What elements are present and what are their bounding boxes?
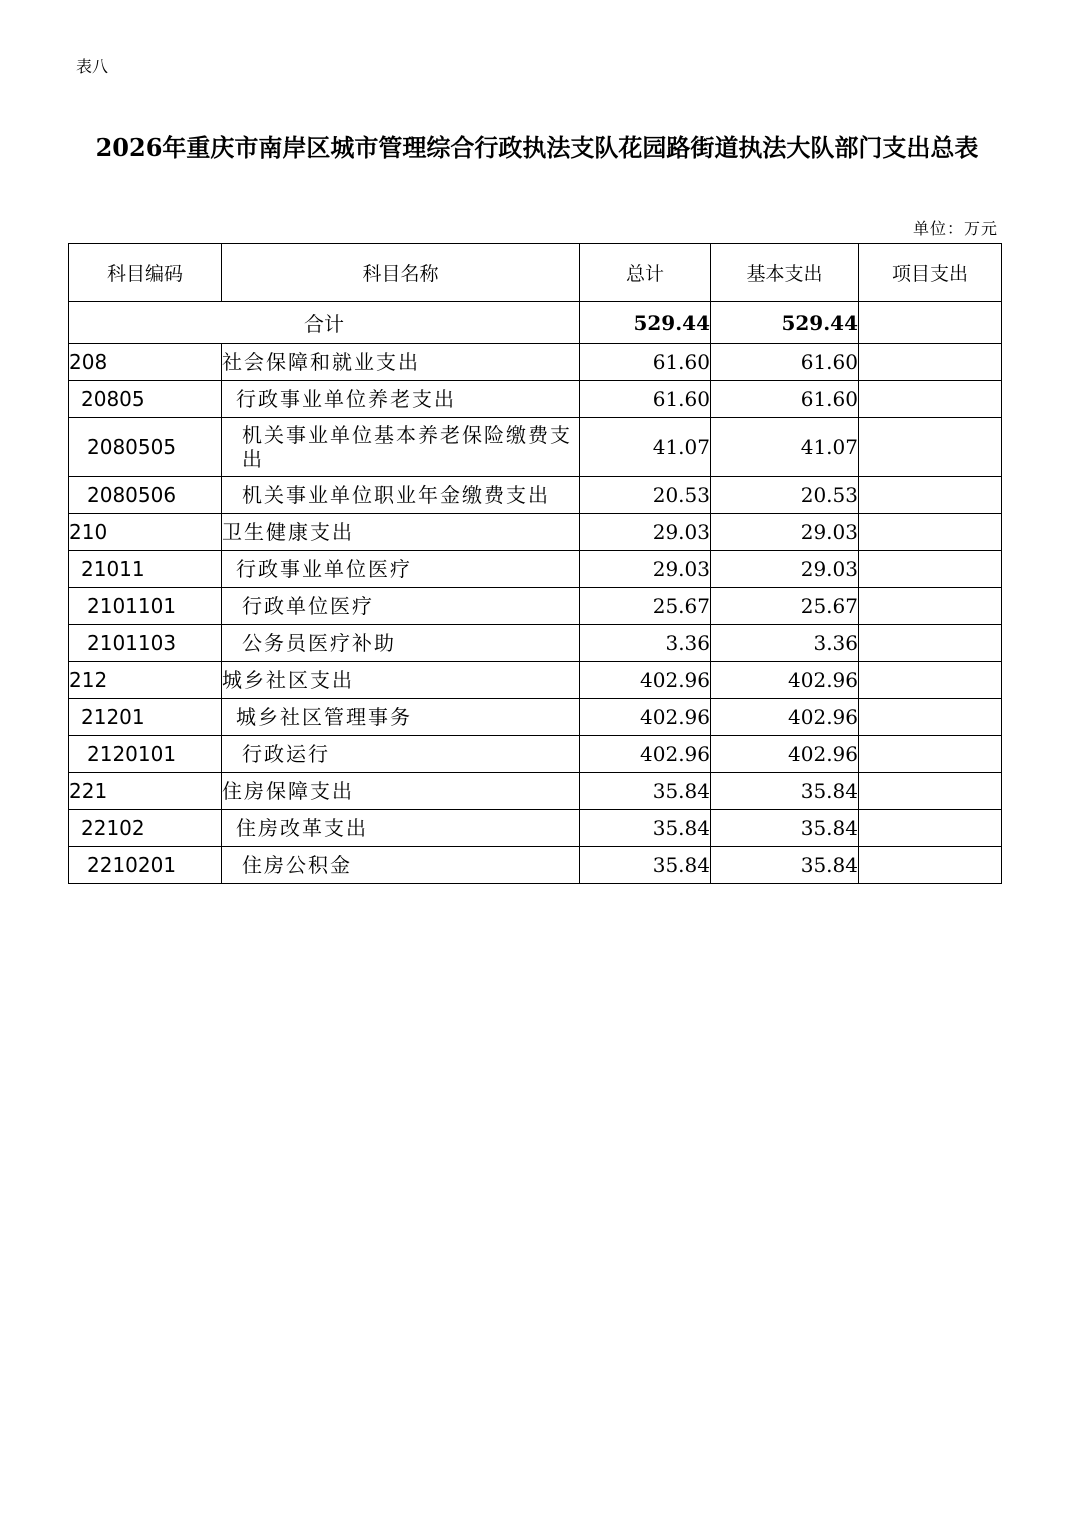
document-title: 2026年重庆市南岸区城市管理综合行政执法支队花园路街道执法大队部门支出总表 xyxy=(95,133,979,162)
cell-total: 402.96 xyxy=(580,662,711,699)
expenditure-table xyxy=(68,243,1002,884)
cell-code: 221 xyxy=(69,773,222,810)
cell-project xyxy=(859,514,1002,551)
cell-name: 行政事业单位养老支出 xyxy=(222,381,580,418)
cell-total: 35.84 xyxy=(580,810,711,847)
cell-code: 2101103 xyxy=(69,625,222,662)
table-row xyxy=(69,477,1002,514)
cell-name: 机关事业单位职业年金缴费支出 xyxy=(222,477,580,514)
cell-basic: 402.96 xyxy=(711,662,859,699)
cell-name: 机关事业单位基本养老保险缴费支出 xyxy=(222,418,580,477)
cell-name: 行政事业单位医疗 xyxy=(222,551,580,588)
table-row xyxy=(69,736,1002,773)
cell-project xyxy=(859,662,1002,699)
cell-name: 卫生健康支出 xyxy=(222,514,580,551)
table-row xyxy=(69,514,1002,551)
cell-code: 2080506 xyxy=(69,477,222,514)
cell-code: 210 xyxy=(69,514,222,551)
table-number-label: 表八 xyxy=(76,57,109,76)
cell-basic: 61.60 xyxy=(711,381,859,418)
cell-total: 61.60 xyxy=(580,381,711,418)
cell-basic: 25.67 xyxy=(711,588,859,625)
header-name: 科目名称 xyxy=(222,244,580,302)
cell-project xyxy=(859,847,1002,884)
cell-total: 402.96 xyxy=(580,736,711,773)
table-row xyxy=(69,381,1002,418)
cell-project xyxy=(859,381,1002,418)
cell-code: 208 xyxy=(69,344,222,381)
table-row xyxy=(69,588,1002,625)
cell-project xyxy=(859,418,1002,477)
cell-code: 2120101 xyxy=(69,736,222,773)
cell-basic: 402.96 xyxy=(711,699,859,736)
cell-total: 41.07 xyxy=(580,418,711,477)
cell-basic: 35.84 xyxy=(711,847,859,884)
cell-name: 行政单位医疗 xyxy=(222,588,580,625)
cell-code: 2210201 xyxy=(69,847,222,884)
cell-code: 2101101 xyxy=(69,588,222,625)
cell-total: 402.96 xyxy=(580,699,711,736)
header-total: 总计 xyxy=(580,244,711,302)
cell-name: 公务员医疗补助 xyxy=(222,625,580,662)
cell-total: 25.67 xyxy=(580,588,711,625)
cell-name: 行政运行 xyxy=(222,736,580,773)
table-row xyxy=(69,625,1002,662)
cell-basic: 41.07 xyxy=(711,418,859,477)
header-basic: 基本支出 xyxy=(711,244,859,302)
cell-name: 住房改革支出 xyxy=(222,810,580,847)
table-row xyxy=(69,810,1002,847)
table-row xyxy=(69,344,1002,381)
cell-project xyxy=(859,810,1002,847)
cell-total: 29.03 xyxy=(580,551,711,588)
cell-basic: 35.84 xyxy=(711,810,859,847)
cell-code: 21201 xyxy=(69,699,222,736)
total-row xyxy=(69,302,1002,344)
cell-basic: 29.03 xyxy=(711,551,859,588)
cell-basic: 3.36 xyxy=(711,625,859,662)
cell-basic: 29.03 xyxy=(711,514,859,551)
header-project: 项目支出 xyxy=(859,244,1002,302)
cell-project xyxy=(859,551,1002,588)
cell-basic: 402.96 xyxy=(711,736,859,773)
header-code: 科目编码 xyxy=(69,244,222,302)
table-row xyxy=(69,662,1002,699)
cell-total: 3.36 xyxy=(580,625,711,662)
table-row xyxy=(69,773,1002,810)
cell-project xyxy=(859,625,1002,662)
cell-code: 20805 xyxy=(69,381,222,418)
cell-project xyxy=(859,736,1002,773)
total-total: 529.44 xyxy=(580,302,711,344)
cell-project xyxy=(859,477,1002,514)
table-row xyxy=(69,551,1002,588)
total-project xyxy=(859,302,1002,344)
cell-name: 社会保障和就业支出 xyxy=(222,344,580,381)
cell-total: 29.03 xyxy=(580,514,711,551)
cell-code: 22102 xyxy=(69,810,222,847)
cell-code: 2080505 xyxy=(69,418,222,477)
cell-project xyxy=(859,699,1002,736)
cell-code: 21011 xyxy=(69,551,222,588)
cell-project xyxy=(859,588,1002,625)
cell-name: 城乡社区管理事务 xyxy=(222,699,580,736)
table-row xyxy=(69,418,1002,477)
cell-basic: 61.60 xyxy=(711,344,859,381)
cell-total: 61.60 xyxy=(580,344,711,381)
unit-label: 单位：万元 xyxy=(912,219,998,238)
cell-project xyxy=(859,344,1002,381)
table-row xyxy=(69,847,1002,884)
cell-basic: 35.84 xyxy=(711,773,859,810)
cell-code: 212 xyxy=(69,662,222,699)
total-basic: 529.44 xyxy=(711,302,859,344)
cell-total: 20.53 xyxy=(580,477,711,514)
cell-basic: 20.53 xyxy=(711,477,859,514)
cell-name: 住房保障支出 xyxy=(222,773,580,810)
total-label: 合计 xyxy=(69,302,580,344)
table-row xyxy=(69,699,1002,736)
cell-name: 城乡社区支出 xyxy=(222,662,580,699)
cell-total: 35.84 xyxy=(580,773,711,810)
cell-total: 35.84 xyxy=(580,847,711,884)
cell-project xyxy=(859,773,1002,810)
cell-name: 住房公积金 xyxy=(222,847,580,884)
table-header-row xyxy=(69,244,1002,302)
